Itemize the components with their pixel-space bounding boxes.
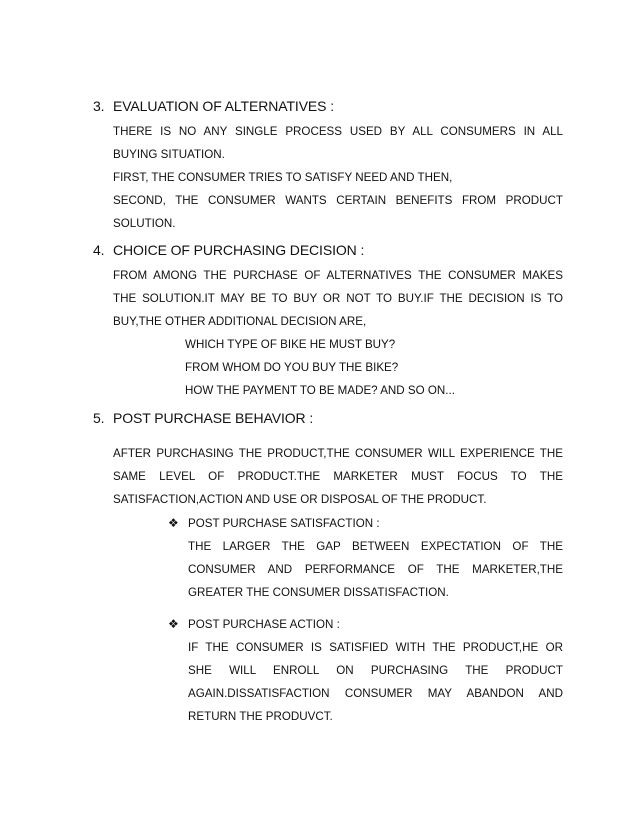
section-evaluation-of-alternatives [93,96,563,235]
body-line: AFTER PURCHASING THE PRODUCT,THE CONSUMER WILL EXPERIENCE THE [113,447,563,460]
question-line: FROM WHOM DO YOU BUY THE BIKE? [185,361,399,374]
bullet-line: AGAIN.DISSATISFACTION CONSUMER MAY ABANDON AND [188,687,563,700]
bullet-line: IF THE CONSUMER IS SATISFIED WITH THE PRODUCT,HE OR [188,641,563,654]
body-line: THERE IS NO ANY SINGLE PROCESS USED BY ALL CONSUMERS IN ALL [113,125,563,138]
section-number: 5. [93,410,105,426]
section-number: 4. [93,242,105,258]
bullet-title-row [168,512,563,535]
bullet-line: RETURN THE PRODUVCT. [188,710,333,723]
section-body [113,120,563,235]
section-body [113,442,563,511]
body-line: SATISFACTION,ACTION AND USE OR DISPOSAL OF THE PRODUCT. [113,493,487,506]
bullet-title-row [168,613,563,636]
bullet-line: CONSUMER AND PERFORMANCE OF THE MARKETER,THE [188,563,563,576]
body-line: BUY,THE OTHER ADDITIONAL DECISION ARE, [113,315,367,328]
bullet-body [188,535,563,604]
section-heading [93,240,563,260]
bullet-line: GREATER THE CONSUMER DISSATISFACTION. [188,586,449,599]
bullet-post-purchase-satisfaction [168,512,563,604]
bullet-line: SHE WILL ENROLL ON PURCHASING THE PRODUCT [188,664,563,677]
bullet-body [188,636,563,728]
section-post-purchase-behavior [93,408,563,511]
section-number: 3. [93,98,105,114]
section-title: CHOICE OF PURCHASING DECISION : [113,242,365,258]
bullet-title: POST PURCHASE SATISFACTION : [188,517,380,530]
section-choice-of-purchasing-decision [93,240,563,402]
body-line: SAME LEVEL OF PRODUCT.THE MARKETER MUST FOCUS TO THE [113,470,563,483]
body-line: BUYING SITUATION. [113,148,225,161]
section-title: POST PURCHASE BEHAVIOR : [113,410,314,426]
bullet-title: POST PURCHASE ACTION : [188,618,340,631]
body-line: THE SOLUTION.IT MAY BE TO BUY OR NOT TO BUY.IF THE DECISION IS TO [113,292,563,305]
question-line: HOW THE PAYMENT TO BE MADE? AND SO ON... [185,384,455,397]
body-line: SECOND, THE CONSUMER WANTS CERTAIN BENEFITS FROM PRODUCT [113,194,563,207]
section-body [113,264,563,402]
bullet-line: THE LARGER THE GAP BETWEEN EXPECTATION OF THE [188,540,563,553]
section-heading [93,408,563,428]
diamond-bullet-icon: ❖ [168,516,179,530]
body-line: FIRST, THE CONSUMER TRIES TO SATISFY NEED AND THEN, [113,171,453,184]
body-line: SOLUTION. [113,217,176,230]
section-title: EVALUATION OF ALTERNATIVES : [113,98,334,114]
question-line: WHICH TYPE OF BIKE HE MUST BUY? [185,338,396,351]
bullet-post-purchase-action [168,613,563,728]
section-heading [93,96,563,116]
body-line: FROM AMONG THE PURCHASE OF ALTERNATIVES THE CONSUMER MAKES [113,269,563,282]
diamond-bullet-icon: ❖ [168,617,179,631]
